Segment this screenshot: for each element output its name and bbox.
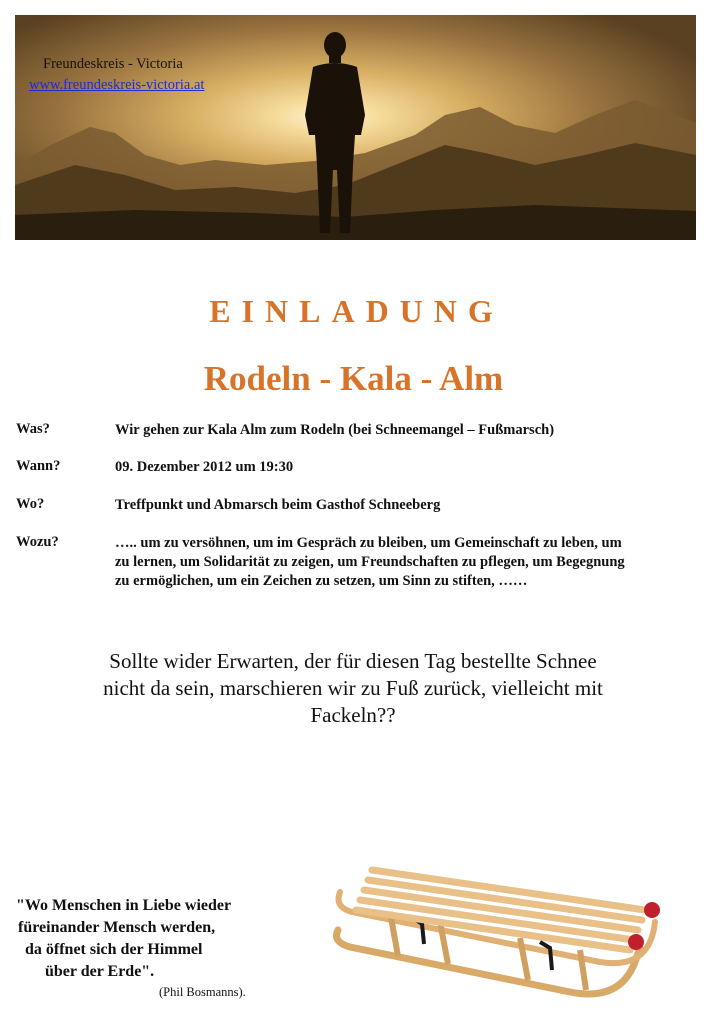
detail-label: Wozu? bbox=[16, 534, 59, 550]
quote-line: über der Erde". bbox=[45, 963, 155, 980]
quote-author: (Phil Bosmanns). bbox=[159, 985, 246, 999]
header-banner-image bbox=[15, 15, 696, 240]
detail-label: Wo? bbox=[16, 496, 45, 512]
detail-label: Wann? bbox=[16, 458, 61, 474]
detail-value: Treffpunkt und Abmarsch beim Gasthof Schneeberg bbox=[115, 497, 441, 513]
invitation-title: EINLADUNG bbox=[209, 293, 504, 329]
weather-note: Sollte wider Erwarten, der für diesen Tag bestellte Schnee nicht da sein, marschieren wir zu Fuß zurück, vielleicht mit Fackeln?? bbox=[103, 649, 603, 727]
quote-block bbox=[16, 895, 231, 983]
detail-label: Was? bbox=[16, 421, 50, 437]
quote-line: füreinander Mensch werden, bbox=[18, 919, 216, 936]
event-title: Rodeln - Kala - Alm bbox=[203, 359, 504, 398]
quote-line: "Wo Menschen in Liebe wieder bbox=[16, 897, 232, 914]
organization-website-link[interactable]: www.freundeskreis-victoria.at bbox=[29, 77, 205, 93]
quote-line: da öffnet sich der Himmel bbox=[25, 941, 203, 958]
detail-value: ….. um zu versöhnen, um im Gespräch zu bleiben, um Gemeinschaft zu leben, um zu lernen, um Solidarität zu zeigen, um Freundschaften zu pflegen, um Begegnung zu ermöglichen, um ein Zeichen zu setzen, um Sinn zu stiften, …… bbox=[115, 535, 625, 589]
detail-value: 09. Dezember 2012 um 19:30 bbox=[115, 459, 294, 475]
detail-value: Wir gehen zur Kala Alm zum Rodeln (bei Schneemangel – Fußmarsch) bbox=[115, 422, 555, 438]
sled-image bbox=[330, 852, 665, 1002]
organization-name: Freundeskreis - Victoria bbox=[43, 56, 183, 72]
